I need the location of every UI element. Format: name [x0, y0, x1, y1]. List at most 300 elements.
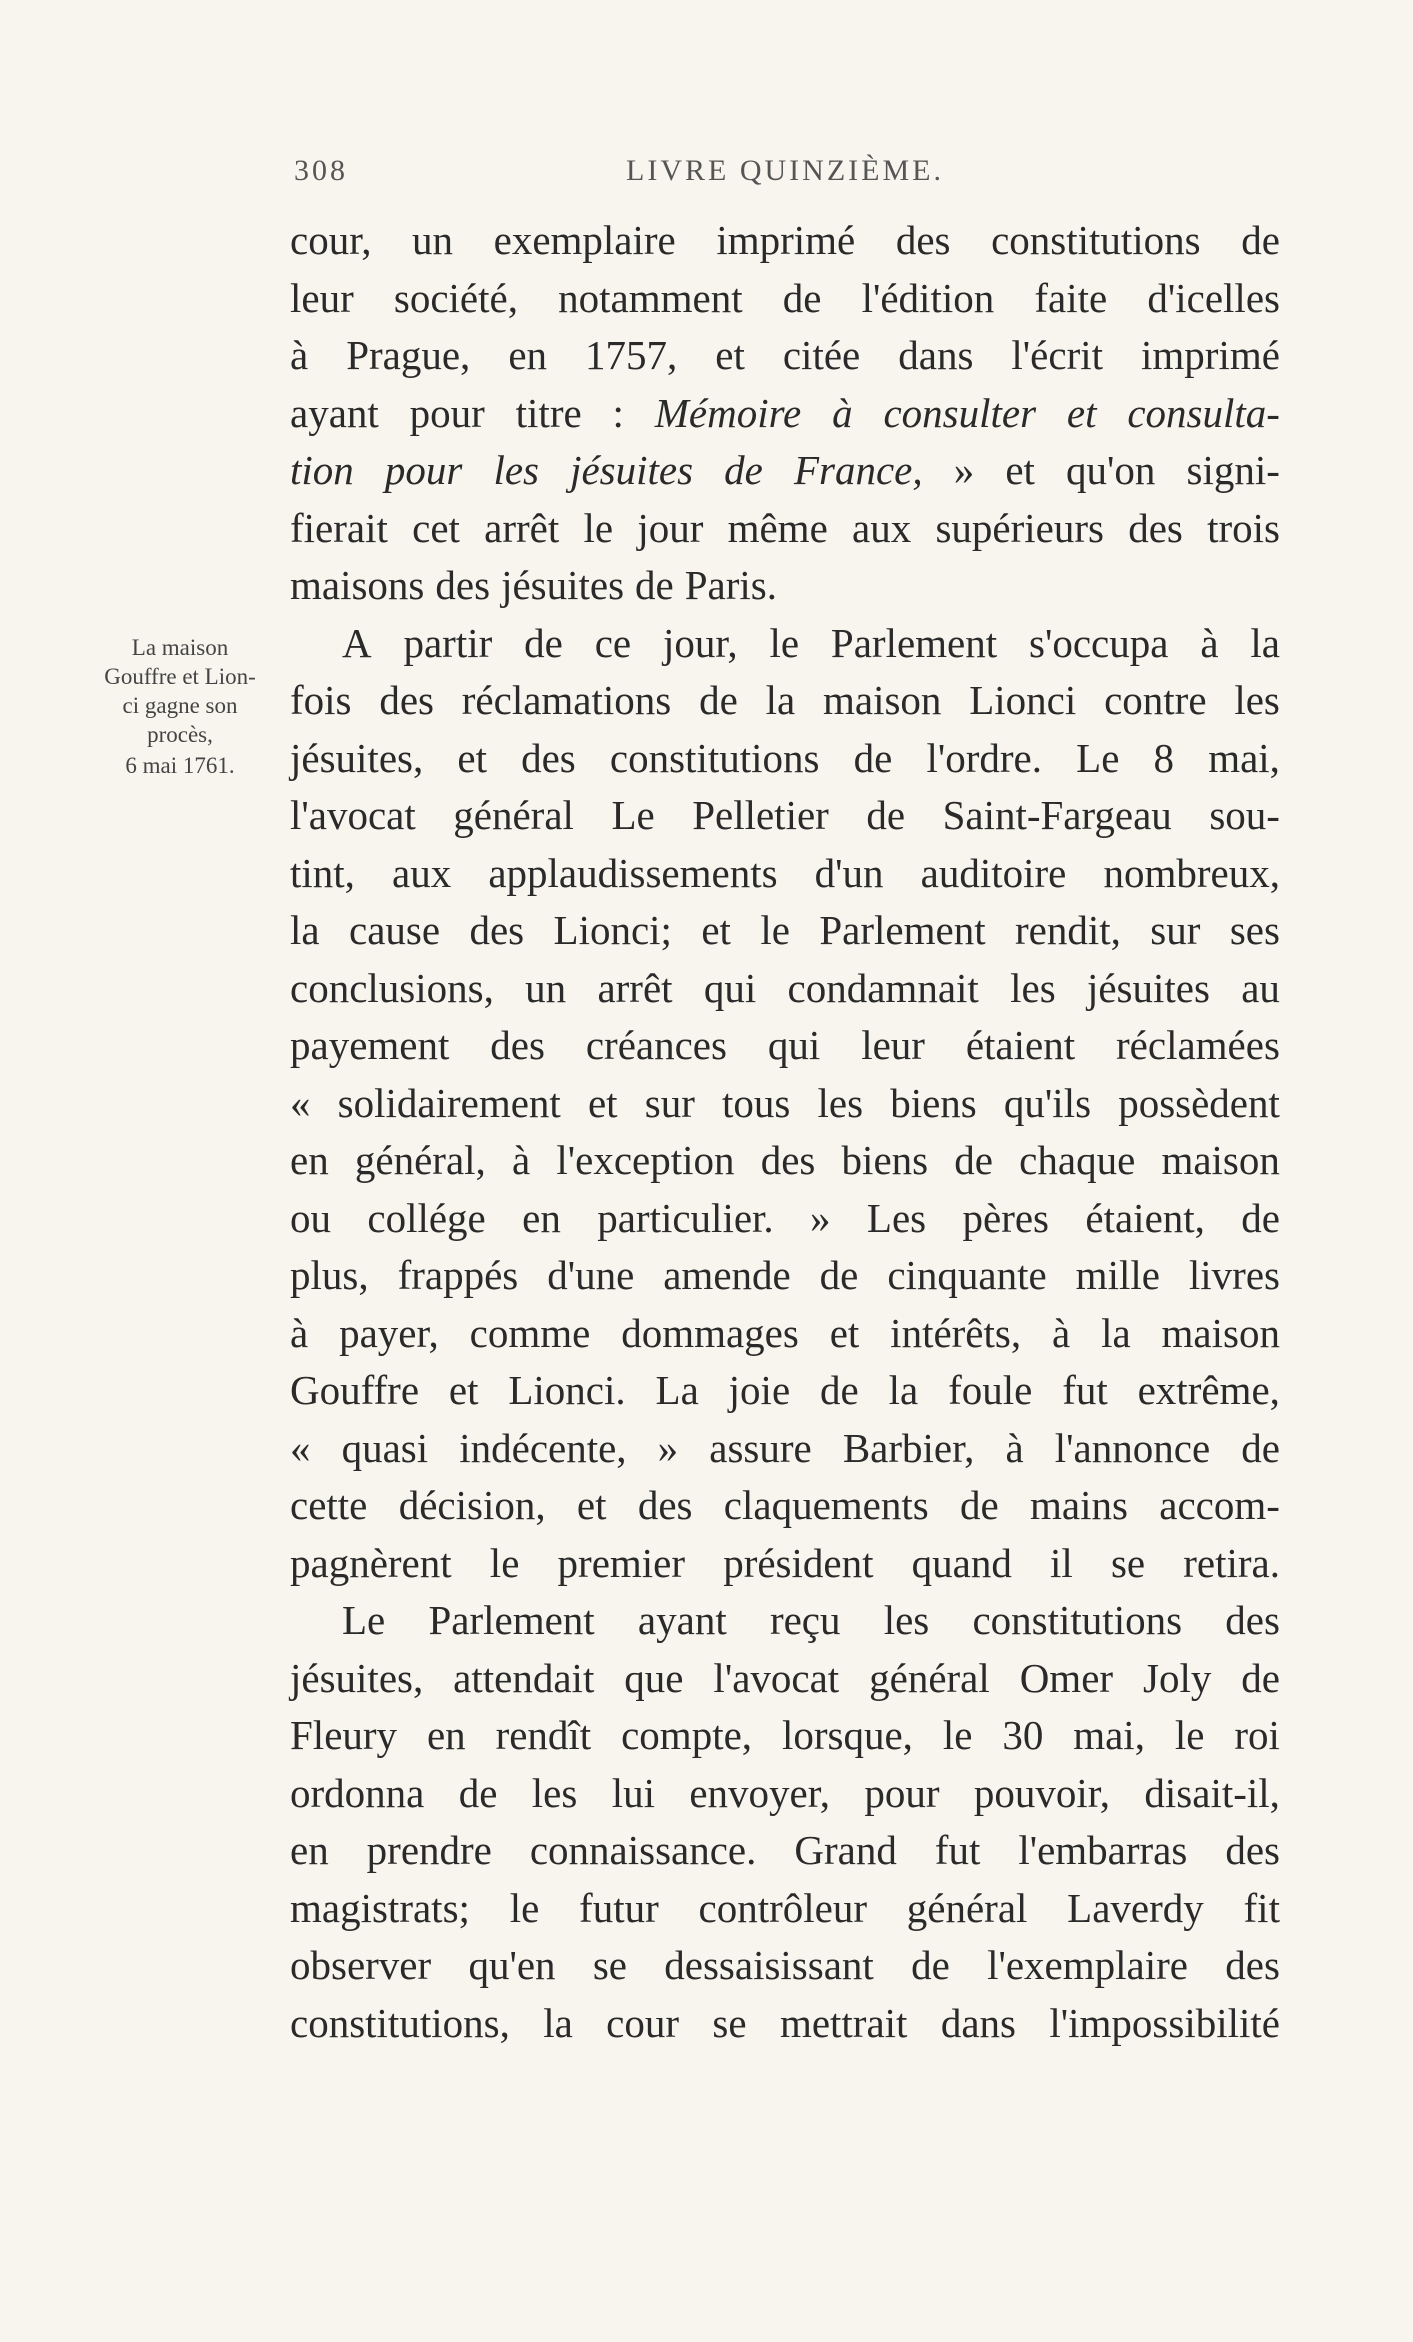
word: 8 — [1153, 734, 1175, 781]
text-line — [290, 212, 1280, 270]
text-line — [290, 1650, 1280, 1708]
word: la — [290, 907, 320, 953]
word: supérieurs — [935, 504, 1104, 551]
word: claquements — [723, 1482, 929, 1528]
word: étaient, — [1085, 1194, 1205, 1241]
word: qu'ils — [1003, 1079, 1092, 1126]
page-number: 308 — [294, 154, 348, 187]
word: le — [942, 1712, 973, 1758]
text-line — [290, 1477, 1280, 1535]
word: tint, — [290, 849, 355, 896]
word: le — [583, 504, 614, 551]
word: des — [760, 1137, 816, 1183]
word: jésuites, — [290, 734, 424, 781]
word: constitutions — [991, 217, 1201, 263]
word: » — [810, 1194, 831, 1241]
word: Gouffre — [290, 1367, 420, 1413]
word: le — [509, 1884, 540, 1931]
word: même — [727, 504, 828, 551]
word: de — [635, 562, 674, 608]
word: observer — [290, 1942, 432, 1988]
word: mai, — [1073, 1712, 1145, 1758]
word: cinquante — [887, 1252, 1047, 1298]
word: leur — [290, 274, 354, 321]
margin-note-date: 6 mai 1761. — [125, 753, 235, 778]
word: particulier. — [597, 1194, 774, 1241]
word: aux — [852, 504, 912, 551]
word: imprimé — [1141, 332, 1280, 378]
word: consulter — [883, 389, 1037, 436]
word: quasi — [341, 1424, 429, 1471]
word: à — [1200, 619, 1219, 666]
text-line — [290, 1535, 1280, 1593]
word: livres — [1188, 1252, 1280, 1298]
text-line — [290, 1362, 1280, 1420]
word: auditoire — [920, 849, 1067, 896]
word: de — [782, 274, 822, 321]
word: de — [960, 1482, 999, 1528]
word: assure — [709, 1424, 812, 1471]
word: conclusions, — [290, 964, 494, 1011]
word: de — [1241, 1194, 1280, 1241]
word: en — [522, 1194, 561, 1241]
word: fut — [934, 1827, 981, 1873]
word: condamnait — [787, 964, 979, 1011]
word: signi- — [1186, 447, 1280, 493]
word: les — [531, 1769, 578, 1816]
word: mille — [1075, 1252, 1160, 1298]
word: à — [511, 1137, 531, 1183]
word: quand — [911, 1539, 1012, 1586]
text-line — [290, 615, 1280, 673]
word: qu'on — [1066, 447, 1156, 493]
word: constitutions — [609, 734, 820, 781]
word: fois — [290, 677, 352, 723]
word: tion — [290, 447, 354, 493]
word: d'une — [547, 1252, 635, 1298]
word: disait-il, — [1144, 1769, 1280, 1816]
text-line — [290, 672, 1280, 730]
book-title: LIVRE QUINZIÈME. — [626, 154, 944, 187]
word: Lionci. — [508, 1367, 626, 1413]
word: des — [1225, 1597, 1280, 1643]
word: magistrats; — [290, 1884, 470, 1931]
word: réclamées — [1116, 1022, 1280, 1068]
word: de — [954, 1137, 993, 1183]
word: contre — [1104, 677, 1207, 723]
word: Pelletier — [692, 792, 829, 838]
word: de — [699, 677, 738, 723]
word: notamment — [558, 274, 743, 321]
word: des — [521, 734, 576, 781]
word: intérêts, — [890, 1309, 1022, 1356]
text-line — [290, 1707, 1280, 1765]
word: de — [819, 1252, 859, 1298]
word: accom- — [1159, 1482, 1280, 1528]
word: leur — [861, 1022, 925, 1068]
word: maison — [1161, 1309, 1280, 1356]
text-line — [290, 1420, 1280, 1478]
word: fit — [1243, 1884, 1280, 1931]
word: futur — [579, 1884, 659, 1931]
word: jésuites — [501, 562, 625, 608]
word: consulta- — [1127, 389, 1280, 436]
word: 30 — [1002, 1712, 1044, 1758]
word: général — [869, 1654, 990, 1701]
word: cour — [606, 1999, 680, 2046]
word: un — [412, 217, 454, 263]
word: attendait — [453, 1654, 595, 1701]
word: » — [657, 1424, 679, 1471]
word: lui — [611, 1769, 655, 1816]
word: sur — [644, 1079, 695, 1126]
word: jour — [637, 504, 704, 551]
word: et — [576, 1482, 607, 1528]
word: pour — [864, 1769, 940, 1816]
word: citée — [782, 332, 861, 378]
word: premier — [557, 1539, 686, 1586]
text-line — [290, 1190, 1280, 1248]
word: Lionci; — [553, 907, 672, 953]
word: qu'en — [468, 1942, 556, 1988]
word: rendit, — [1015, 907, 1121, 953]
word: le — [1174, 1712, 1205, 1758]
word: les — [493, 447, 539, 493]
word: et — [1005, 447, 1035, 493]
word: partir — [403, 619, 493, 666]
word: l'annonce — [1054, 1424, 1211, 1471]
word: étaient — [965, 1022, 1076, 1068]
word: imprimé — [716, 217, 856, 263]
word: 1757, — [585, 332, 678, 378]
word: nombreux, — [1103, 849, 1280, 896]
word: constitutions, — [290, 1999, 510, 2046]
text-line — [290, 385, 1280, 443]
word: biens — [890, 1079, 977, 1126]
word: cet — [412, 504, 460, 551]
word: tous — [722, 1079, 791, 1126]
word: il — [1050, 1539, 1073, 1586]
word: sou- — [1209, 792, 1280, 838]
word: sur — [1150, 907, 1201, 953]
word: ayant — [290, 389, 379, 436]
word: mettrait — [779, 1999, 908, 2046]
word: Omer — [1019, 1654, 1114, 1701]
text-line — [290, 730, 1280, 788]
word: Paris. — [684, 562, 777, 608]
word: mains — [1030, 1482, 1128, 1528]
margin-note-line: procès, — [147, 722, 213, 747]
word: de — [1241, 1654, 1280, 1701]
word: dans — [940, 1999, 1016, 2046]
word: l'impossibilité — [1049, 1999, 1280, 2046]
word: titre — [515, 389, 582, 436]
word: ordonna — [290, 1769, 425, 1816]
word: que — [624, 1654, 684, 1701]
word: fut — [1062, 1367, 1108, 1413]
word: des — [490, 1022, 545, 1068]
word: des — [637, 1482, 693, 1528]
word: « — [290, 1079, 311, 1126]
word: à — [290, 1309, 309, 1356]
word: indécente, — [459, 1424, 627, 1471]
word: des — [1225, 1942, 1280, 1988]
text-line — [290, 1075, 1280, 1133]
word: Le — [1076, 734, 1120, 781]
word: à — [832, 389, 853, 436]
word: reçu — [769, 1597, 841, 1643]
word: ayant — [637, 1597, 727, 1643]
word: pagnèrent — [290, 1539, 452, 1586]
word: cause — [349, 907, 441, 953]
margin-note — [80, 633, 280, 780]
word: « — [290, 1424, 311, 1471]
text-line — [290, 1765, 1280, 1823]
word: pour — [384, 447, 463, 493]
text-line — [290, 442, 1280, 500]
word: collége — [367, 1194, 486, 1241]
word: à — [1051, 1309, 1071, 1356]
text-line — [290, 1132, 1280, 1190]
word: jour, — [662, 619, 738, 666]
word: de — [820, 1367, 859, 1413]
word: France, — [793, 447, 923, 493]
word: en — [508, 332, 548, 378]
word: les — [883, 1597, 930, 1643]
word: » — [953, 447, 975, 493]
text-line — [290, 1017, 1280, 1075]
word: d'un — [814, 849, 884, 896]
word: de — [458, 1769, 498, 1816]
word: l'avocat — [290, 792, 416, 838]
word: les — [1234, 677, 1280, 723]
word: la — [1250, 619, 1280, 666]
word: un — [525, 964, 567, 1011]
word: à — [1005, 1424, 1024, 1471]
word: et — [587, 1079, 618, 1126]
word: dans — [898, 332, 974, 378]
text-line — [290, 1592, 1280, 1650]
word: décision, — [398, 1482, 546, 1528]
word: la — [888, 1367, 919, 1413]
word: trois — [1207, 504, 1280, 551]
text-line — [290, 787, 1280, 845]
word: et — [457, 734, 487, 781]
word: Prague, — [346, 332, 471, 378]
word: au — [1241, 964, 1280, 1011]
word: président — [723, 1539, 874, 1586]
word: général — [906, 1884, 1028, 1931]
word: jésuites, — [290, 1654, 424, 1701]
word: Saint-Fargeau — [942, 792, 1172, 838]
word: Grand — [794, 1827, 897, 1873]
word: de — [911, 1942, 950, 1988]
word: des — [469, 907, 525, 953]
word: jésuites — [1086, 964, 1210, 1011]
word: et — [829, 1309, 860, 1356]
word: cour, — [290, 217, 372, 263]
word: l'exception — [556, 1137, 735, 1183]
word: foule — [948, 1367, 1033, 1413]
word: créances — [585, 1022, 727, 1068]
word: dessaisissant — [664, 1942, 874, 1988]
word: Barbier, — [842, 1424, 975, 1471]
word: jésuites — [570, 447, 694, 493]
word: la — [1101, 1309, 1131, 1356]
word: maison — [1161, 1137, 1280, 1183]
word: amende — [663, 1252, 791, 1298]
word: se — [712, 1999, 747, 2046]
word: constitutions — [972, 1597, 1183, 1643]
text-line — [290, 327, 1280, 385]
word: d'icelles — [1147, 274, 1280, 321]
word: possèdent — [1118, 1079, 1280, 1126]
text-line — [290, 500, 1280, 558]
word: Le — [611, 792, 655, 838]
word: l'ordre. — [926, 734, 1043, 781]
word: ou — [290, 1194, 331, 1241]
word: frappés — [397, 1252, 519, 1298]
word: de — [853, 734, 893, 781]
text-line — [290, 1822, 1280, 1880]
text-line — [290, 1305, 1280, 1363]
word: société, — [393, 274, 518, 321]
word: de — [524, 619, 563, 666]
word: rendît — [495, 1712, 592, 1758]
word: Lionci — [969, 677, 1077, 723]
word: Joly — [1143, 1654, 1212, 1701]
word: général, — [354, 1137, 486, 1183]
word: de — [1241, 1424, 1280, 1471]
word: lorsque, — [781, 1712, 913, 1758]
text-line — [290, 902, 1280, 960]
word: connaissance. — [529, 1827, 757, 1873]
word: des — [895, 217, 951, 263]
word: réclamations — [461, 677, 672, 723]
word: les — [1010, 964, 1056, 1011]
word: biens — [841, 1137, 929, 1183]
word: pères — [962, 1194, 1050, 1241]
word: arrêt — [484, 504, 560, 551]
text-line — [290, 1937, 1280, 1995]
word: des — [1225, 1827, 1280, 1873]
word: roi — [1234, 1712, 1280, 1758]
word: Parlement — [428, 1597, 595, 1643]
word: l'écrit — [1011, 332, 1104, 378]
word: l'édition — [861, 274, 995, 321]
word: pouvoir, — [973, 1769, 1111, 1816]
word: se — [592, 1942, 627, 1988]
word: mai, — [1208, 734, 1280, 781]
word: exemplaire — [493, 217, 676, 263]
word: : — [612, 389, 624, 436]
word: de — [1241, 217, 1280, 263]
word: envoyer, — [689, 1769, 831, 1816]
word: en — [290, 1827, 329, 1873]
word: cette — [290, 1482, 368, 1528]
word: en — [290, 1137, 329, 1183]
margin-note-line: Gouffre et Lion- — [104, 664, 256, 689]
word: des — [1128, 504, 1183, 551]
word: le — [760, 907, 790, 953]
margin-note-line: La maison — [131, 635, 229, 660]
word: à — [290, 332, 309, 378]
word: plus, — [290, 1252, 369, 1298]
word: ce — [594, 619, 632, 666]
word: A — [342, 619, 372, 666]
word: compte, — [621, 1712, 753, 1758]
word: dommages — [621, 1309, 799, 1356]
word: payement — [290, 1022, 450, 1068]
word: solidairement — [337, 1079, 561, 1126]
word: le — [769, 619, 800, 666]
word: et — [448, 1367, 479, 1413]
word: Parlement — [830, 619, 998, 666]
word: le — [489, 1539, 520, 1586]
word: qui — [703, 964, 757, 1011]
word: l'exemplaire — [987, 1942, 1188, 1988]
word: s'occupa — [1029, 619, 1169, 666]
word: se — [1110, 1539, 1146, 1586]
word: des — [435, 562, 491, 608]
word: des — [379, 677, 434, 723]
word: et — [701, 907, 731, 953]
running-head — [290, 154, 1280, 194]
word: de — [724, 447, 763, 493]
word: pour — [409, 389, 485, 436]
text-line — [290, 960, 1280, 1018]
word: maison — [822, 677, 942, 723]
word: en — [426, 1712, 466, 1758]
word: Les — [866, 1194, 927, 1241]
word: Mémoire — [654, 389, 802, 436]
word: de — [866, 792, 906, 838]
word: aux — [392, 849, 452, 896]
word: maisons — [290, 562, 425, 608]
word: Fleury — [290, 1712, 398, 1758]
text-line — [290, 1995, 1280, 2053]
text-line — [290, 1247, 1280, 1305]
word: général — [453, 792, 574, 838]
word: l'embarras — [1018, 1827, 1188, 1873]
word: les — [817, 1079, 864, 1126]
word: extrême, — [1137, 1367, 1280, 1413]
body-text — [290, 212, 1280, 2052]
word: retira. — [1183, 1539, 1280, 1586]
word: et — [715, 332, 745, 378]
margin-note-line: ci gagne son — [122, 693, 238, 718]
word: la — [765, 677, 796, 723]
word: prendre — [366, 1827, 492, 1873]
word: La — [655, 1367, 699, 1413]
word: chaque — [1019, 1137, 1136, 1183]
text-line — [290, 557, 1280, 615]
word: fierait — [290, 504, 388, 551]
text-line — [290, 1880, 1280, 1938]
word: contrôleur — [698, 1884, 867, 1931]
word: joie — [728, 1367, 791, 1413]
text-line — [290, 270, 1280, 328]
word: payer, — [339, 1309, 439, 1356]
word: comme — [469, 1309, 591, 1356]
word: Laverdy — [1067, 1884, 1204, 1931]
word: l'avocat — [713, 1654, 840, 1701]
word: arrêt — [597, 964, 673, 1011]
word: Parlement — [819, 907, 986, 953]
word: la — [543, 1999, 573, 2046]
word: Le — [342, 1597, 386, 1643]
word: faite — [1034, 274, 1108, 321]
